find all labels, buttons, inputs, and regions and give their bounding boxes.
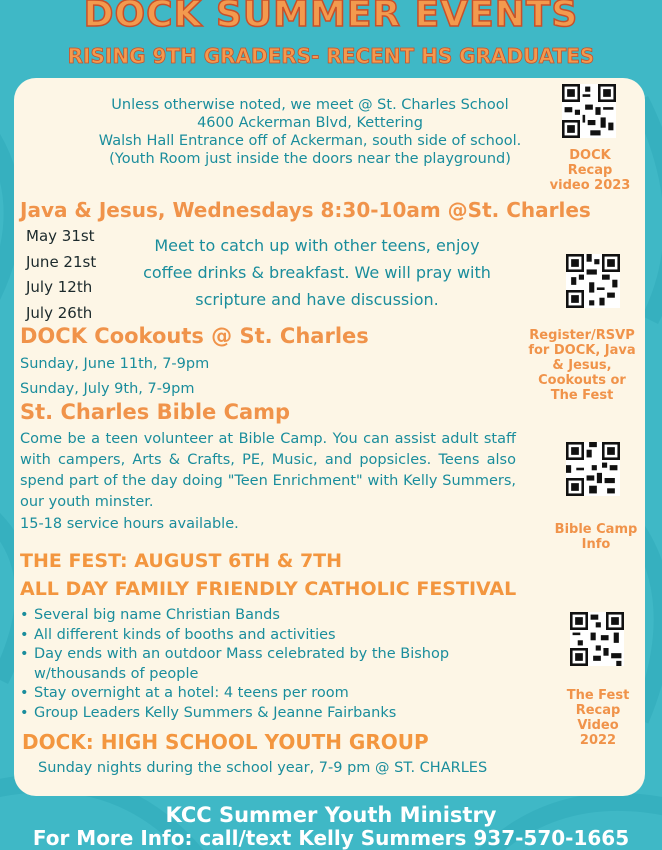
list-item: • Several big name Christian Bands xyxy=(20,606,540,626)
qr-label-line: video 2023 xyxy=(549,178,631,193)
qr-label-line: Bible Camp xyxy=(554,522,638,537)
qr-label-line: Recap xyxy=(567,163,613,178)
java-jesus-heading: Java & Jesus, Wednesdays 8:30-10am @St. Charles xyxy=(20,198,591,222)
java-desc-line: Meet to catch up with other teens, enjoy xyxy=(154,236,480,255)
qr-label-line: DOCK xyxy=(569,148,611,163)
java-dates xyxy=(26,224,96,326)
qr-label-line: 2022 xyxy=(579,733,617,748)
qr-label-line: The Fest xyxy=(566,688,630,703)
date-item: May 31st xyxy=(26,227,95,245)
qr-block-register[interactable] xyxy=(566,254,620,312)
qr-label-line: Cookouts or xyxy=(538,373,626,388)
cookouts-heading: DOCK Cookouts @ St. Charles xyxy=(20,324,369,348)
dock-schedule: Sunday nights during the school year, 7-9 pm @ ST. CHARLES xyxy=(38,760,488,776)
page-title: DOCK SUMMER EVENTS xyxy=(83,0,579,35)
qr-label-line: Video xyxy=(577,718,619,733)
qr-label-line: for DOCK, Java xyxy=(528,343,636,358)
qr-label-dock-recap xyxy=(540,148,640,193)
qr-label-line: Info xyxy=(581,537,611,552)
qr-label-line: Register/RSVP xyxy=(529,328,635,343)
intro-line: 4600 Ackerman Blvd, Kettering xyxy=(197,115,423,131)
cookouts-dates xyxy=(20,352,209,402)
qr-label-line: Recap xyxy=(575,703,621,718)
bible-camp-description: Come be a teen volunteer at Bible Camp. You can assist adult staff with campers, Arts & Crafts, PE, Music, and popsicles. Teens also spend part of the day doing "Teen Enrichment" with Kelly Summers, our youth minster. xyxy=(20,431,516,510)
intro-line: (Youth Room just inside the doors near the playground) xyxy=(109,151,511,167)
qr-code-icon[interactable] xyxy=(570,612,624,666)
dock-youth-group-heading: DOCK: HIGH SCHOOL YOUTH GROUP xyxy=(22,730,429,754)
list-item: • Day ends with an outdoor Mass celebrated by the Bishop w/thousands of people xyxy=(20,645,540,684)
fest-details-list xyxy=(20,606,540,723)
list-item: • Group Leaders Kelly Summers & Jeanne Fairbanks xyxy=(20,704,540,724)
fest-heading: THE FEST: AUGUST 6TH & 7TH xyxy=(20,550,343,572)
date-item: July 12th xyxy=(26,278,93,296)
cookout-line: Sunday, June 11th, 7-9pm xyxy=(20,356,210,372)
page-subtitle: RISING 9TH GRADERS- RECENT HS GRADUATES xyxy=(67,44,595,68)
footer-contact[interactable]: For More Info: call/text Kelly Summers 937-570-1665 xyxy=(32,826,630,850)
intro-line: Unless otherwise noted, we meet @ St. Charles School xyxy=(111,97,509,113)
list-item: • All different kinds of booths and activities xyxy=(20,626,540,646)
qr-code-icon[interactable] xyxy=(566,254,620,308)
java-description xyxy=(112,232,522,313)
java-desc-line: scripture and have discussion. xyxy=(195,290,439,309)
fest-subheading: ALL DAY FAMILY FRIENDLY CATHOLIC FESTIVAL xyxy=(20,578,517,600)
date-item: July 26th xyxy=(26,303,93,322)
cookout-line: Sunday, July 9th, 7-9pm xyxy=(20,381,195,397)
qr-label-fest-recap xyxy=(548,688,648,748)
qr-code-icon[interactable] xyxy=(562,84,616,138)
qr-label-line: The Fest xyxy=(550,388,614,403)
java-desc-line: coffee drinks & breakfast. We will pray with xyxy=(143,263,491,282)
qr-label-bible-camp xyxy=(546,522,646,552)
qr-block-dock-recap[interactable] xyxy=(562,84,616,142)
qr-label-line: & Jesus, xyxy=(552,358,612,373)
qr-block-fest-recap[interactable] xyxy=(570,612,624,670)
date-item: June 21st xyxy=(26,252,97,271)
bible-camp-heading: St. Charles Bible Camp xyxy=(20,400,291,424)
intro-line: Walsh Hall Entrance off of Ackerman, south side of school. xyxy=(98,133,522,149)
footer-ministry-name: KCC Summer Youth Ministry xyxy=(165,803,497,827)
list-item: • Stay overnight at a hotel: 4 teens per room xyxy=(20,684,540,704)
service-hours: 15-18 service hours available. xyxy=(20,516,239,532)
meeting-location xyxy=(40,96,580,168)
qr-block-bible-camp[interactable] xyxy=(566,442,620,500)
qr-code-icon[interactable] xyxy=(566,442,620,496)
qr-label-register xyxy=(516,328,648,403)
